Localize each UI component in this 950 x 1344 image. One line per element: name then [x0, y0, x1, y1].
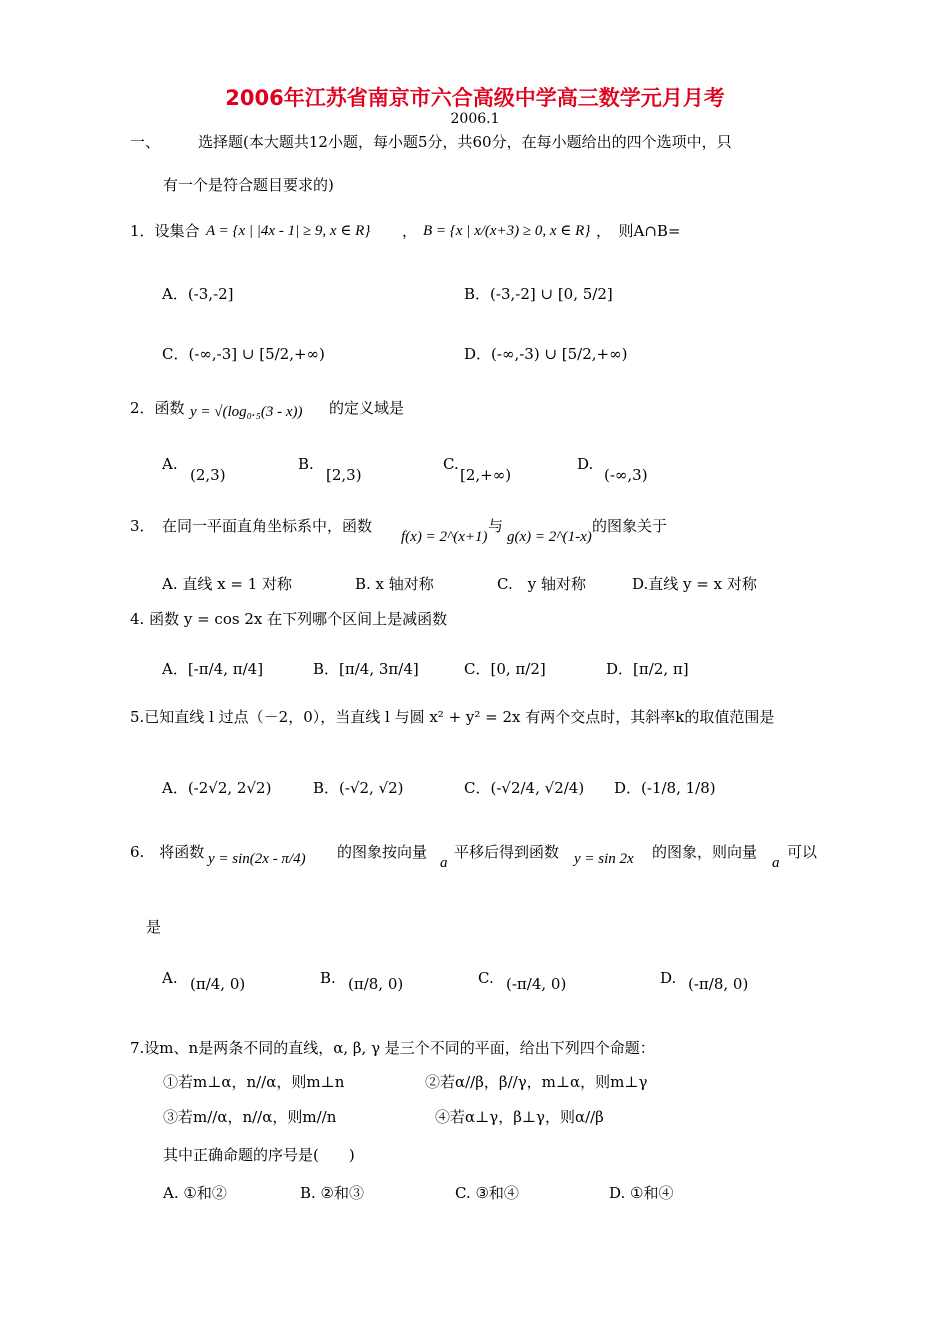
q6-vector-a: a	[440, 855, 448, 871]
q1-stem-suffix: ， 则A∩B=	[596, 222, 681, 240]
q4-option-c: C．[0, π/2]	[464, 660, 546, 678]
q4-option-b: B．[π/4, 3π/4]	[313, 660, 419, 678]
q7-stem: 7.设m、n是两条不同的直线，α, β, γ 是三个不同的平面，给出下列四个命题：	[130, 1039, 655, 1057]
q6-option-d: D.	[660, 969, 677, 987]
q6-value-a: (π/4, 0)	[190, 975, 246, 993]
q4-option-a: A．[-π/4, π/4]	[162, 660, 264, 678]
q7-proposition-3: ③若m//α，n//α，则m//n	[163, 1108, 337, 1126]
q2-formula: y = √(log₀.₅(3 - x))	[190, 404, 303, 420]
q7-option-b: B. ②和③	[300, 1184, 365, 1202]
q3-f: f(x) = 2^(x+1)	[401, 529, 488, 545]
q3-option-a: A. 直线 x = 1 对称	[162, 575, 293, 593]
q5-stem: 5.已知直线 l 过点（－2，0），当直线 l 与圆 x² + y² = 2x 有两个交点时，其斜率k的取值范围是	[130, 708, 775, 726]
q1-set-b: B = {x | x/(x+3) ≥ 0, x ∈ R}	[423, 223, 591, 239]
q3-option-b: B. x 轴对称	[355, 575, 434, 593]
q6-value-c: (-π/4, 0)	[506, 975, 567, 993]
q6-value-d: (-π/8, 0)	[688, 975, 749, 993]
q2-option-a: A.	[162, 455, 178, 473]
q6-stem-cont: 是	[146, 918, 162, 936]
q5-option-a: A．(-2√2, 2√2)	[162, 779, 272, 797]
q6-option-c: C.	[478, 969, 494, 987]
q3-option-c: C. y 轴对称	[497, 575, 586, 593]
q2-option-d: D.	[577, 455, 594, 473]
q6-vector-a-2: a	[772, 855, 780, 871]
q2-stem-prefix: 2．函数	[130, 399, 185, 417]
q6-option-a: A.	[162, 969, 178, 987]
section-heading-cont: 有一个是符合题目要求的)	[163, 176, 334, 194]
exam-date: 2006.1	[450, 111, 500, 127]
q1-option-a: A．(-3,-2]	[162, 285, 234, 303]
q5-option-c: C．(-√2/4, √2/4)	[464, 779, 585, 797]
q2-option-c: C.	[443, 455, 459, 473]
q2-value-d: (-∞,3)	[604, 466, 648, 484]
q7-option-a: A. ①和②	[163, 1184, 227, 1202]
q1-option-b: B．(-3,-2] ∪ [0, 5/2]	[464, 285, 613, 303]
q3-g: g(x) = 2^(1-x)	[507, 529, 592, 545]
q3-option-d: D.直线 y = x 对称	[632, 575, 757, 593]
q2-value-c: [2,+∞)	[460, 466, 512, 484]
q6-f1: y = sin(2x - π/4)	[208, 851, 306, 867]
q1-stem-prefix: 1．设集合	[130, 222, 200, 240]
q2-option-b: B.	[298, 455, 314, 473]
q6-stem-suffix: 可以	[787, 843, 818, 861]
q6-f2: y = sin 2x	[574, 851, 634, 867]
q5-option-d: D．(-1/8, 1/8)	[614, 779, 716, 797]
q7-proposition-4: ④若α⊥γ，β⊥γ，则α//β	[435, 1108, 604, 1126]
q6-mid2: 平移后得到函数	[454, 843, 560, 861]
q4-stem: 4. 函数 y = cos 2x 在下列哪个区间上是减函数	[130, 610, 448, 628]
q3-stem-suffix: 的图象关于	[592, 517, 668, 535]
q3-mid: 与	[488, 517, 504, 535]
q7-option-d: D. ①和④	[609, 1184, 674, 1202]
q5-option-b: B．(-√2, √2)	[313, 779, 404, 797]
q6-mid3: 的图象，则向量	[652, 843, 758, 861]
q1-set-a: A = {x | |4x - 1| ≥ 9, x ∈ R}	[206, 223, 371, 239]
q2-stem-suffix: 的定义域是	[329, 399, 405, 417]
q6-stem-prefix: 6. 将函数	[130, 843, 205, 861]
q7-proposition-2: ②若α//β，β//γ，m⊥α，则m⊥γ	[425, 1073, 648, 1091]
q2-value-b: [2,3)	[326, 466, 362, 484]
q1-sep: ，	[402, 222, 418, 240]
exam-title: 2006年江苏省南京市六合高级中学高三数学元月月考	[225, 86, 725, 110]
q1-option-c: C．(-∞,-3] ∪ [5/2,+∞)	[162, 345, 325, 363]
q1-option-d: D．(-∞,-3) ∪ [5/2,+∞)	[464, 345, 628, 363]
q3-stem-prefix: 3． 在同一平面直角坐标系中，函数	[130, 517, 373, 535]
q7-ask: 其中正确命题的序号是( )	[163, 1146, 355, 1164]
q7-option-c: C. ③和④	[455, 1184, 519, 1202]
section-number: 一、	[130, 133, 161, 151]
q6-mid1: 的图象按向量	[337, 843, 428, 861]
q2-value-a: (2,3)	[190, 466, 226, 484]
q6-option-b: B.	[320, 969, 336, 987]
section-heading: 选择题(本大题共12小题，每小题5分，共60分，在每小题给出的四个选项中，只	[198, 133, 732, 151]
q4-option-d: D．[π/2, π]	[606, 660, 689, 678]
q7-proposition-1: ①若m⊥α，n//α，则m⊥n	[163, 1073, 345, 1091]
q6-value-b: (π/8, 0)	[348, 975, 404, 993]
